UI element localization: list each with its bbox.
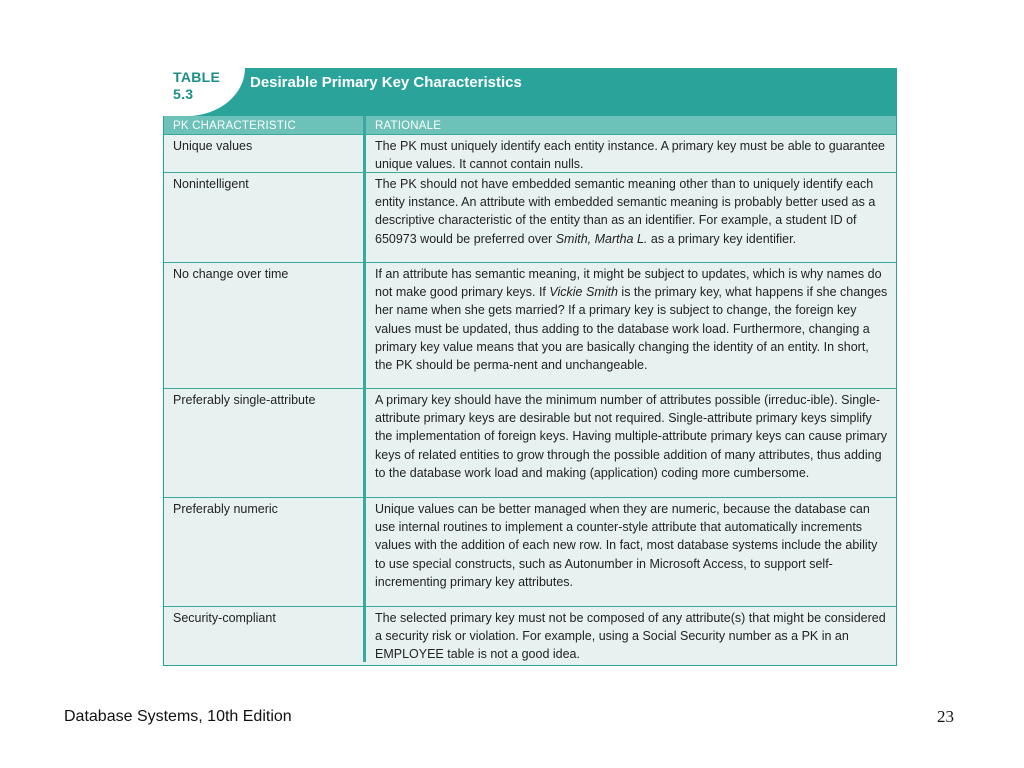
rationale-text: as a primary key identifier. [647, 231, 797, 246]
rationale-text: The PK should not have embedded semantic meaning other than to uniquely identify each entity instance. An attribute with embedded semantic meaning is probably better used as a descriptive characteristic of the entity than as an identifier. For example, a student ID of 650973 would be preferred over [375, 177, 876, 246]
row-nonintelligent-characteristic: Nonintelligent [164, 173, 366, 263]
row-unique-values-characteristic: Unique values [164, 135, 366, 173]
rationale-italic-example: Vickie Smith [549, 285, 618, 300]
row-no-change-characteristic: No change over time [164, 263, 366, 389]
row-no-change-rationale [366, 263, 896, 389]
table-title: Desirable Primary Key Characteristics [250, 74, 522, 91]
rationale-text: If an attribute has semantic meaning, it might be subject to updates, which is why names do not make good primary keys. If [375, 267, 882, 300]
column-header-rationale: RATIONALE [366, 116, 896, 135]
table-caption-bar [163, 68, 897, 116]
footer-book-title: Database Systems, 10th Edition [64, 708, 292, 725]
table-number-label [173, 69, 220, 103]
row-numeric-characteristic: Preferably numeric [164, 498, 366, 607]
column-header-characteristic: PK CHARACTERISTIC [164, 116, 366, 135]
footer-page-number: 23 [937, 707, 954, 726]
table-label-tab [163, 68, 245, 116]
row-nonintelligent-rationale [366, 173, 896, 263]
table-label-word: TABLE [173, 69, 221, 85]
row-unique-values-rationale: The PK must uniquely identify each entity instance. A primary key must be able to guarantee unique values. It cannot contain nulls. [366, 135, 896, 173]
row-security-characteristic: Security-compliant [164, 607, 366, 662]
table-figure [163, 68, 897, 666]
row-single-attribute-characteristic: Preferably single-attribute [164, 389, 366, 498]
rationale-italic-example: Smith, Martha L. [555, 231, 648, 246]
row-security-rationale: The selected primary key must not be composed of any attribute(s) that might be considered a security risk or violation. For example, using a Social Security number as a PK in an EMPLOYEE table is not a good idea. [375, 611, 886, 662]
pk-characteristics-table [164, 116, 896, 665]
row-numeric-rationale: Unique values can be better managed when they are numeric, because the database can use internal routines to implement a counter-style attribute that automatically increments values with the addition of each new row. In fact, most database systems include the ability to use special constructs, such as Autonumber in Microsoft Access, to support self-incrementing primary key attributes. [366, 498, 896, 607]
table-label-number: 5.3 [173, 86, 194, 102]
row-single-attribute-rationale: A primary key should have the minimum number of attributes possible (irreduc-ible). Single-attribute primary keys are desirable but not required. Single-attribute primary keys simplify the implementation of foreign keys. Having multiple-attribute primary keys can cause primary keys of related entities to grow through the possible addition of many attributes, thus adding to the database work load and making (application) coding more cumbersome. [366, 389, 896, 498]
rationale-text: is the primary key, what happens if she changes her name when she gets married? If a primary key is subject to change, the foreign key values must be updated, thus adding to the database work load. Furthermore, changing a primary key value means that you are basically changing the identity of an entity. In short, the PK should be perma-nent and unchangeable. [375, 285, 888, 373]
